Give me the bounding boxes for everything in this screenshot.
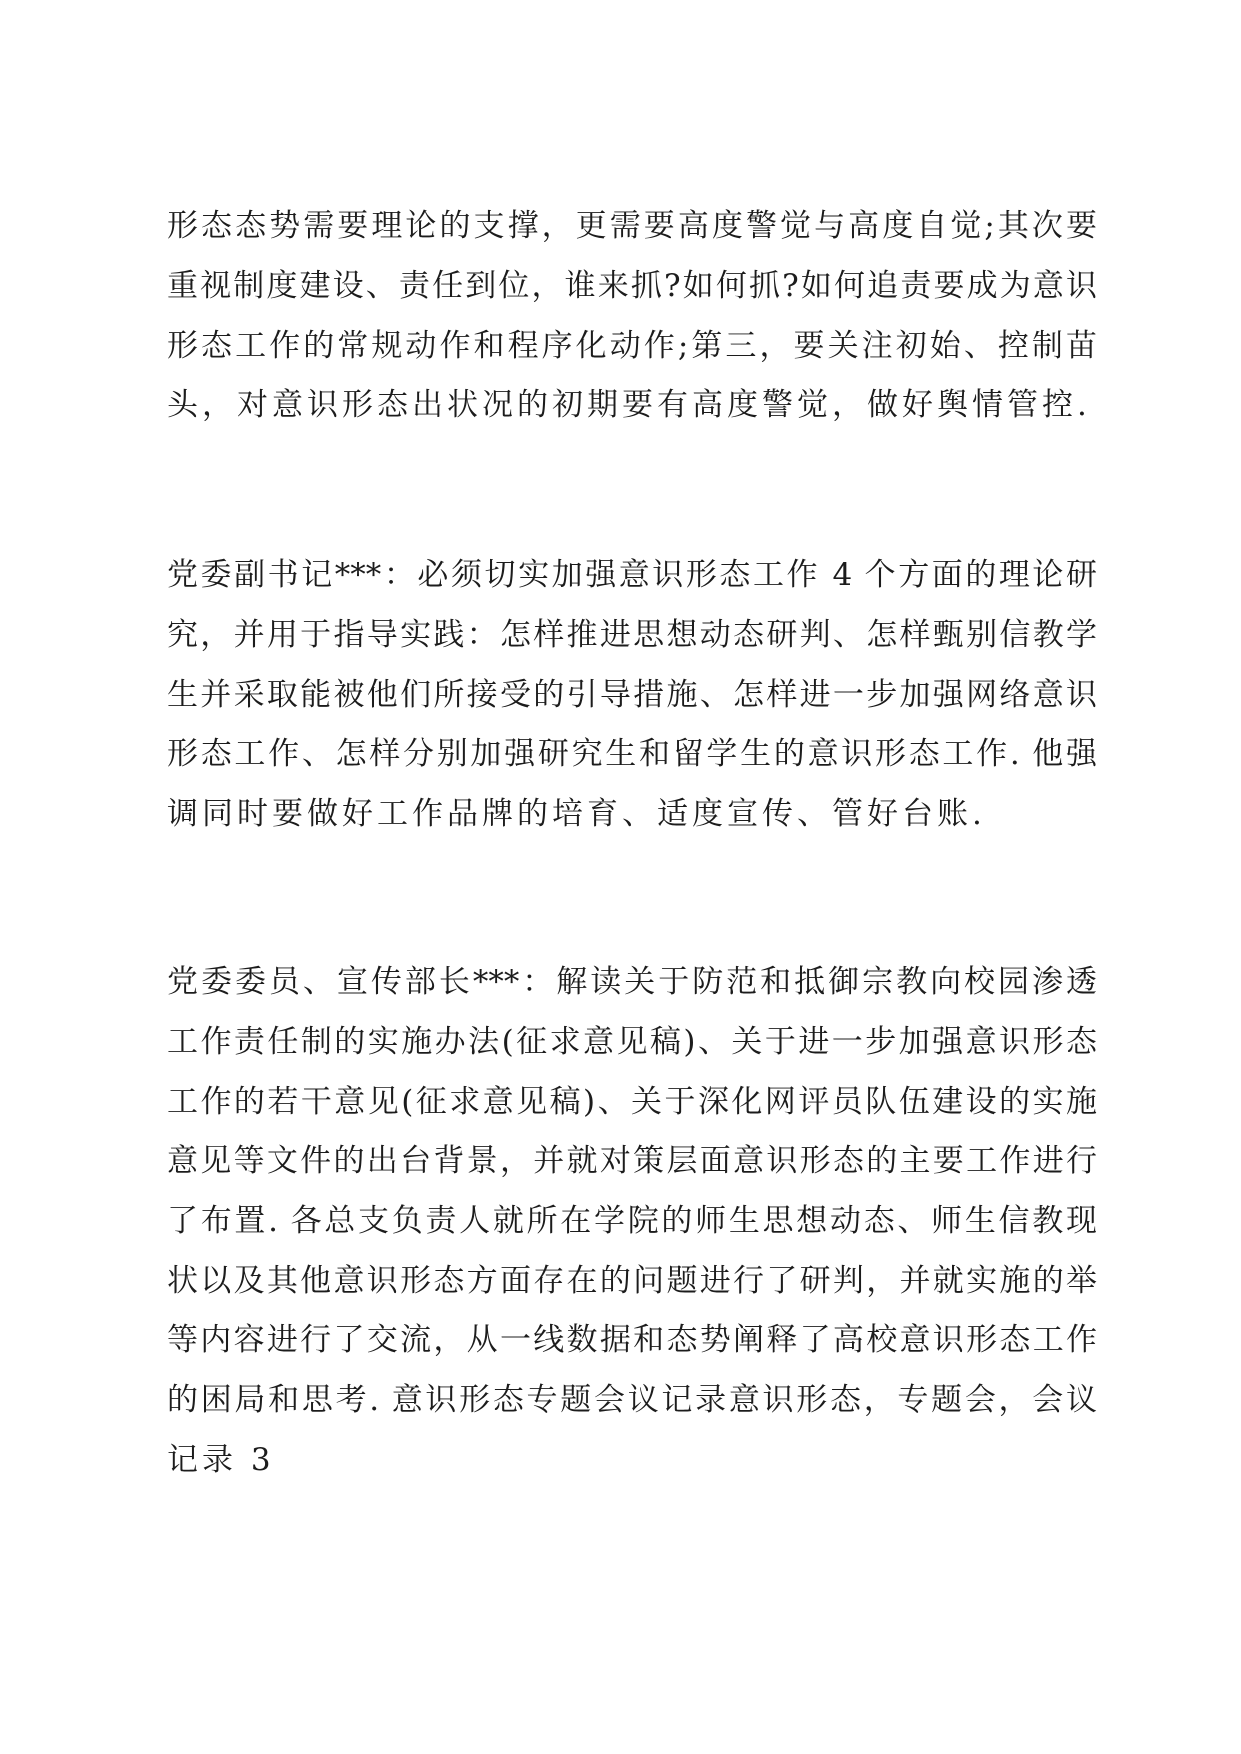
text-line: 党委副书记***：必须切实加强意识形态工作 4 个方面的理论研 (167, 557, 1097, 593)
text-line: 究，并用于指导实践：怎样推进思想动态研判、怎样甄别信教学 (167, 617, 1097, 653)
text-line: 形态态势需要理论的支撑，更需要高度警觉与高度自觉;其次要 (167, 208, 1097, 244)
text-line: 状以及其他意识形态方面存在的问题进行了研判，并就实施的举 (167, 1263, 1097, 1299)
text-line: 重视制度建设、责任到位，谁来抓?如何抓?如何追责要成为意识 (167, 268, 1097, 304)
text-line: 工作责任制的实施办法(征求意见稿)、关于进一步加强意识形态 (167, 1024, 1097, 1060)
text-line: 了布置. 各总支负责人就所在学院的师生思想动态、师生信教现 (167, 1203, 1097, 1239)
text-line: 工作的若干意见(征求意见稿)、关于深化网评员队伍建设的实施 (167, 1084, 1097, 1120)
text-line: 记录 3 (167, 1442, 275, 1478)
text-line: 等内容进行了交流，从一线数据和态势阐释了高校意识形态工作 (167, 1322, 1097, 1358)
text-line: 调同时要做好工作品牌的培育、适度宣传、管好台账. (167, 796, 986, 832)
text-line: 的困局和思考. 意识形态专题会议记录意识形态，专题会，会议 (167, 1382, 1097, 1418)
text-line: 党委委员、宣传部长***：解读关于防范和抵御宗教向校园渗透 (167, 964, 1097, 1000)
text-line: 意见等文件的出台背景，并就对策层面意识形态的主要工作进行 (167, 1143, 1097, 1179)
text-line: 形态工作、怎样分别加强研究生和留学生的意识形态工作. 他强 (167, 736, 1097, 772)
text-line: 头，对意识形态出状况的初期要有高度警觉，做好舆情管控. (167, 387, 1091, 423)
text-line: 形态工作的常规动作和程序化动作;第三，要关注初始、控制苗 (167, 328, 1097, 364)
text-line: 生并采取能被他们所接受的引导措施、怎样进一步加强网络意识 (167, 677, 1097, 713)
